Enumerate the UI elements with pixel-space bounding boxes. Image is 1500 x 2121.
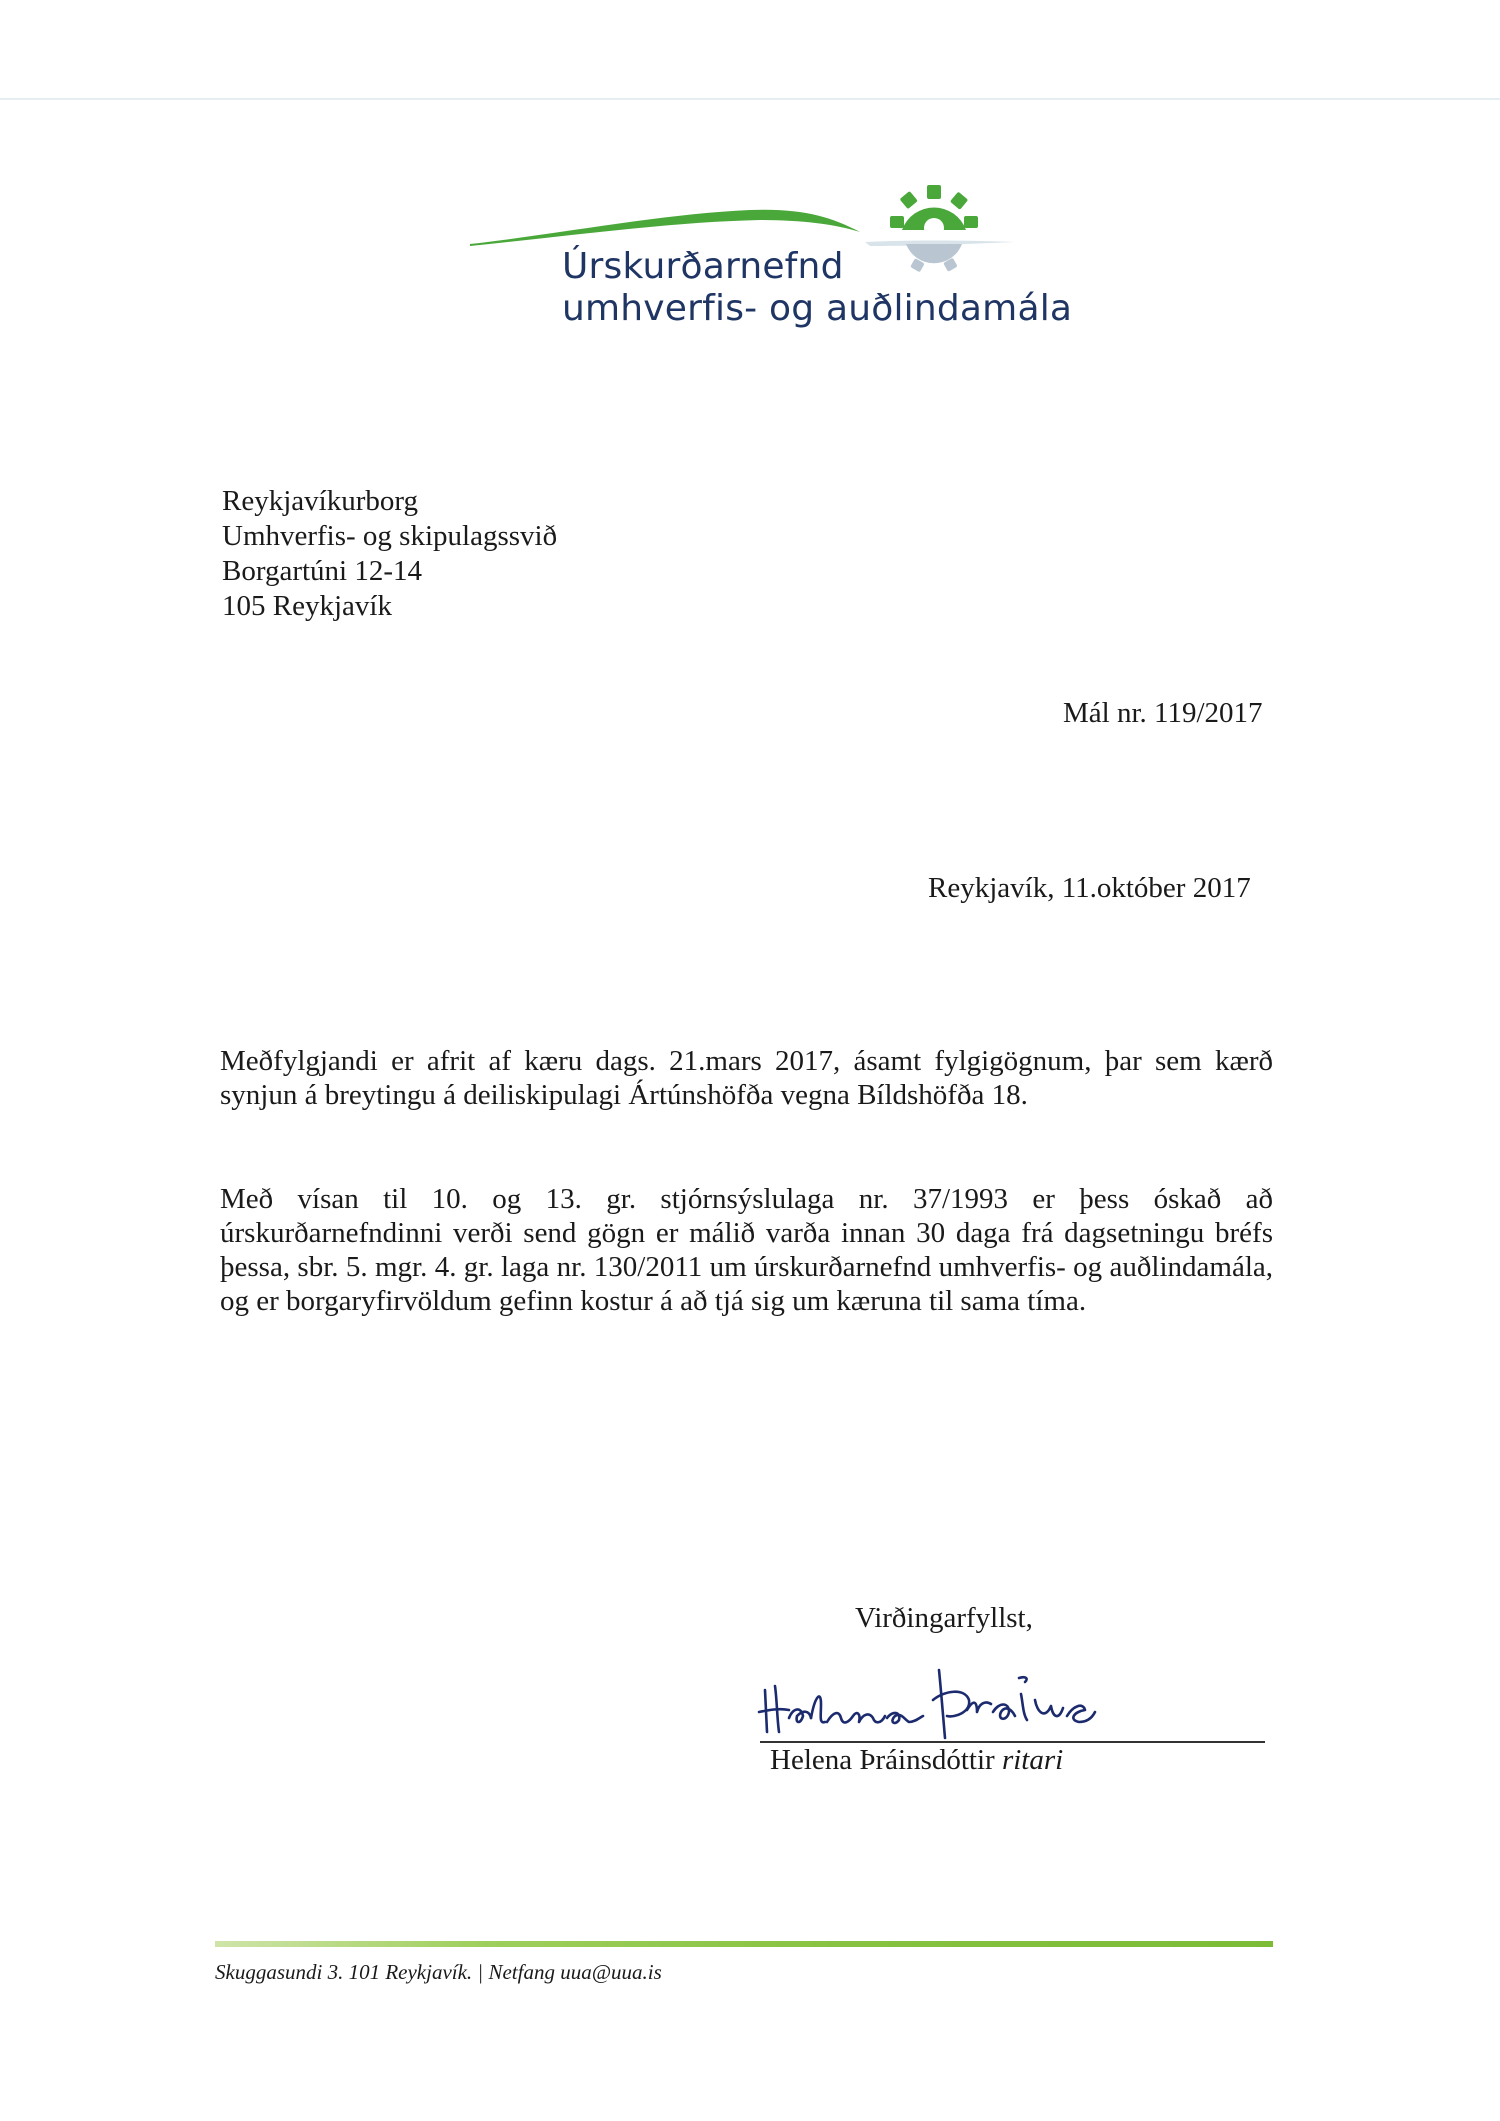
signature-line	[760, 1741, 1265, 1743]
handwritten-signature	[755, 1660, 1195, 1740]
recipient-address	[222, 484, 557, 624]
case-number: Mál nr. 119/2017	[1063, 697, 1263, 729]
org-name-line1: Úrskurðarnefnd	[562, 246, 844, 287]
footer-contact: Skuggasundi 3. 101 Reykjavík. | Netfang uua@uua.is	[215, 1960, 662, 1984]
signer-name: Helena Þráinsdóttir	[770, 1744, 995, 1776]
body-paragraph-2: Með vísan til 10. og 13. gr. stjórnsýslulaga nr. 37/1993 er þess óskað að úrskurðarnefndinni verði send gögn er málið varða innan 30 daga frá dagsetningu bréfs þessa, sbr. 5. mgr. 4. gr. laga nr. 130/2011 um úrskurðarnefnd umhverfis- og auðlindamála, og er borgaryfirvöldum gefinn kostur á að tjá sig um kæruna til sama tíma.	[220, 1183, 1273, 1317]
signature-graphic	[755, 1660, 1195, 1740]
top-divider	[0, 98, 1500, 100]
footer-divider	[215, 1941, 1273, 1947]
closing-salutation: Virðingarfyllst,	[855, 1602, 1033, 1634]
recipient-line: Reykjavíkurborg	[222, 485, 418, 517]
signer-role: ritari	[1001, 1744, 1064, 1776]
body-paragraph-1: Meðfylgjandi er afrit af kæru dags. 21.mars 2017, ásamt fylgigögnum, þar sem kærð synjun á breytingu á deiliskipulagi Ártúnshöfða vegna Bíldshöfða 18.	[220, 1045, 1273, 1111]
recipient-line: Borgartúni 12-14	[222, 555, 423, 587]
letter-date: Reykjavík, 11.október 2017	[928, 872, 1251, 904]
signer	[770, 1744, 1063, 1777]
logo	[470, 180, 1073, 340]
org-name-line2: umhverfis- og auðlindamála	[562, 288, 1073, 329]
recipient-line: Umhverfis- og skipulagssvið	[222, 520, 558, 552]
recipient-line: 105 Reykjavík	[222, 590, 392, 622]
